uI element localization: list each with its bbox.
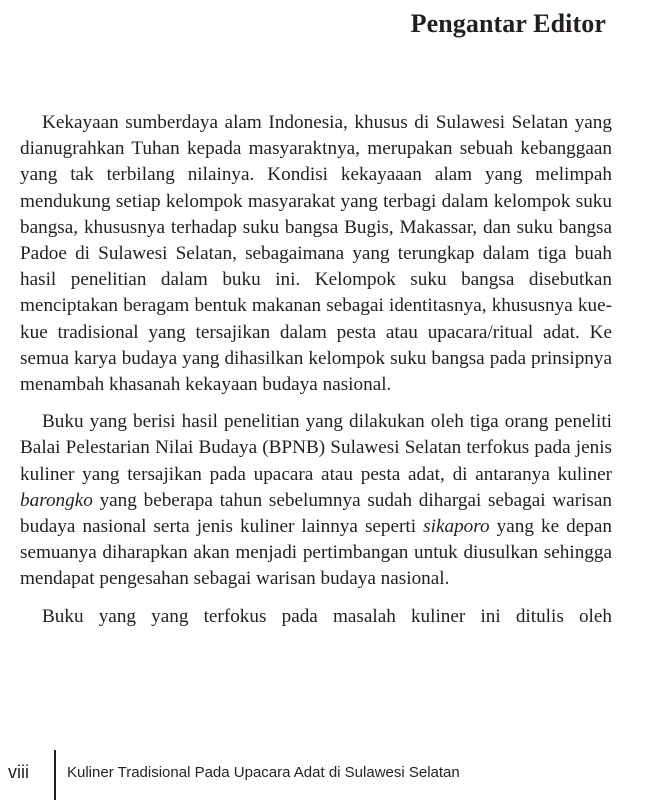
body-text [20, 110, 612, 641]
paragraph-2-text-part-2: yang beberapa tahun sebelumnya sudah dihargai sebagai warisan budaya nasional serta jenis kuliner lainnya seperti [20, 489, 612, 538]
page-footer [0, 750, 650, 800]
page-number: viii [8, 762, 29, 782]
paragraph-2-text-part-3: yang ke depan semuanya diharapkan akan menjadi pertimbangan untuk diusulkan sehingga mendapat pengesahan sebagai warisan budaya nasional. [20, 516, 612, 590]
running-title: Kuliner Tradisional Pada Upacara Adat di Sulawesi Selatan [67, 764, 460, 781]
paragraph-3-text: Buku yang yang terfokus pada masalah kuliner ini ditulis oleh [42, 605, 612, 627]
barongko-term: barongko [20, 489, 93, 511]
paragraph-2 [20, 409, 612, 592]
paragraph-1-text: Kekayaan sumberdaya alam Indonesia, khusus di Sulawesi Selatan yang dianugrahkan Tuhan kepada masyaraktnya, merupakan sebuah kebanggaan yang tak terbilang nilainya. Kondisi kekayaaan alam yang melimpah mendukung setiap kelompok masyarakat yang terbagi dalam kelompok suku bangsa, khususnya terhadap suku bangsa Bugis, Makassar, dan suku bangsa Padoe di Sulawesi Selatan, sebagaimana yang terungkap dalam tiga buah hasil penelitian dalam buku ini. Kelompok suku bangsa disebutkan menciptakan beragam bentuk makanan sebagai identitasnya, khususnya kue-kue tradisional yang tersajikan dalam pesta atau upacara/ritual adat. Ke semua karya budaya yang dihasilkan kelompok suku bangsa pada prinsipnya menambah khasanah kekayaan budaya nasional. [20, 112, 612, 396]
paragraph-2-text-part-1: Buku yang berisi hasil penelitian yang dilakukan oleh tiga orang peneliti Balai Pelestarian Nilai Budaya (BPNB) Sulawesi Selatan terfokus pada jenis kuliner yang tersajikan pada upacara atau pesta adat, di antaranya kuliner [20, 411, 612, 485]
footer-divider [54, 750, 56, 800]
paragraph-1 [20, 110, 612, 398]
paragraph-3 [20, 604, 612, 630]
page-title: Pengantar Editor [410, 9, 606, 38]
sikaporo-term: sikaporo [423, 516, 490, 538]
